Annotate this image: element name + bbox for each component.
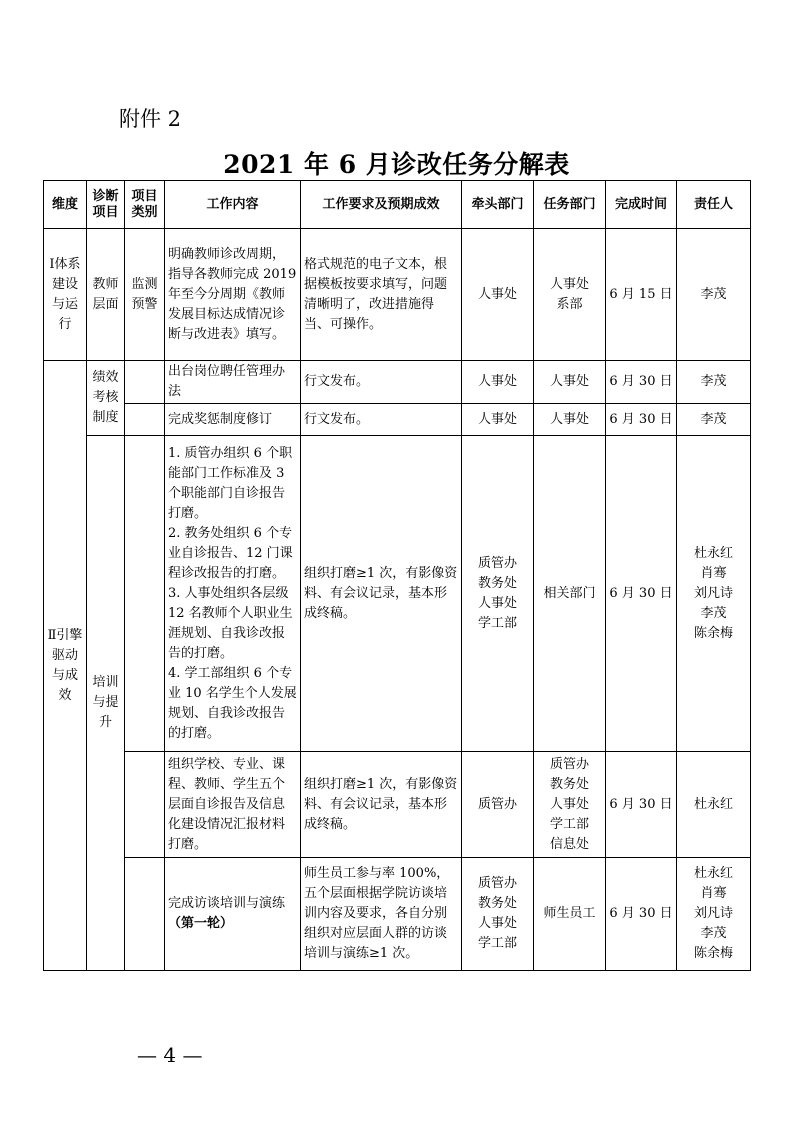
cell-item-type: [125, 858, 165, 971]
page-number: — 4 —: [137, 1043, 203, 1067]
table-row: [44, 436, 751, 752]
cell-work-content: [165, 858, 301, 971]
cell-work-content: 组织学校、专业、课程、教师、学生五个层面自诊报告及信息化建设情况汇报材料打磨。: [165, 752, 301, 858]
cell-diag-item: 教师层面: [87, 229, 125, 361]
cell-task-dept: 相关部门: [534, 436, 606, 752]
cell-lead-dept: 人事处: [462, 361, 534, 404]
table-row: [44, 229, 751, 361]
header-owner: 责任人: [677, 181, 751, 229]
cell-requirements: 组织打磨≥1 次，有影像资料、有会议记录，基本形成终稿。: [301, 436, 462, 752]
attachment-label: 附件 2: [119, 107, 182, 131]
table-row: [44, 404, 751, 436]
cell-item-type: [125, 361, 165, 404]
header-requirements: 工作要求及预期成效: [301, 181, 462, 229]
cell-deadline: 6 月 30 日: [606, 752, 677, 858]
cell-task-dept: 人事处 系部: [534, 229, 606, 361]
header-lead-dept: 牵头部门: [462, 181, 534, 229]
cell-owner: 李茂: [677, 361, 751, 404]
cell-requirements: 师生员工参与率 100%，五个层面根据学院访谈培训内容及要求，各自分别组织对应层面人群的访谈培训与演练≥1 次。: [301, 858, 462, 971]
header-dimension: 维度: [44, 181, 87, 229]
task-breakdown-table: [43, 180, 751, 971]
cell-item-type: [125, 436, 165, 752]
cell-owner: 杜永红 肖骞 刘凡诗 李茂 陈余梅: [677, 436, 751, 752]
cell-deadline: 6 月 30 日: [606, 361, 677, 404]
cell-requirements: 行文发布。: [301, 361, 462, 404]
header-deadline: 完成时间: [606, 181, 677, 229]
cell-dimension: Ⅰ体系建设与运行: [44, 229, 87, 361]
document-title: 2021 年 6 月诊改任务分解表: [223, 150, 570, 179]
table-row: [44, 858, 751, 971]
cell-diag-item: 绩效考核制度: [87, 361, 125, 436]
cell-owner: 杜永红 肖骞 刘凡诗 李茂 陈余梅: [677, 858, 751, 971]
cell-lead-dept: 人事处: [462, 229, 534, 361]
header-work-content: 工作内容: [165, 181, 301, 229]
cell-owner: 杜永红: [677, 752, 751, 858]
work-content-round: （第一轮）: [168, 916, 234, 931]
cell-lead-dept: 质管办 教务处 人事处 学工部: [462, 436, 534, 752]
cell-lead-dept: 质管办: [462, 752, 534, 858]
header-diag-item: 诊断项目: [87, 181, 125, 229]
cell-deadline: 6 月 30 日: [606, 404, 677, 436]
header-item-type: 项目类别: [125, 181, 165, 229]
cell-owner: 李茂: [677, 404, 751, 436]
cell-item-type: 监测预警: [125, 229, 165, 361]
cell-requirements: 组织打磨≥1 次，有影像资料、有会议记录，基本形成终稿。: [301, 752, 462, 858]
cell-requirements: 行文发布。: [301, 404, 462, 436]
cell-dimension: Ⅱ引擎驱动与成效: [44, 361, 87, 971]
cell-deadline: 6 月 30 日: [606, 436, 677, 752]
cell-work-content: 完成奖惩制度修订: [165, 404, 301, 436]
cell-work-content: 1. 质管办组织 6 个职能部门工作标准及 3 个职能部门自诊报告打磨。 2. 教务处组织 6 个专业自诊报告、12 门课程诊改报告的打磨。 3. 人事处组织各层级 12 名教师个人职业生涯规划、自我诊改报告的打磨。 4. 学工部组织 6 个专业 10 名学生个人发展规划、自我诊改报告的打磨。: [165, 436, 301, 752]
cell-deadline: 6 月 15 日: [606, 229, 677, 361]
cell-work-content: 出台岗位聘任管理办法: [165, 361, 301, 404]
table-header-row: [44, 181, 751, 229]
cell-work-content: 明确教师诊改周期，指导各教师完成 2019 年至今分周期《教师发展目标达成情况诊断与改进表》填写。: [165, 229, 301, 361]
cell-task-dept: 师生员工: [534, 858, 606, 971]
cell-requirements: 格式规范的电子文本，根据模板按要求填写，问题清晰明了，改进措施得当、可操作。: [301, 229, 462, 361]
cell-lead-dept: 质管办 教务处 人事处 学工部: [462, 858, 534, 971]
cell-task-dept: 人事处: [534, 361, 606, 404]
cell-item-type: [125, 752, 165, 858]
cell-deadline: 6 月 30 日: [606, 858, 677, 971]
cell-lead-dept: 人事处: [462, 404, 534, 436]
cell-diag-item: 培训与提升: [87, 436, 125, 971]
cell-task-dept: 人事处: [534, 404, 606, 436]
header-task-dept: 任务部门: [534, 181, 606, 229]
table-row: [44, 361, 751, 404]
work-content-text: 完成访谈培训与演练: [168, 896, 286, 911]
cell-task-dept: 质管办 教务处 人事处 学工部 信息处: [534, 752, 606, 858]
table-row: [44, 752, 751, 858]
cell-item-type: [125, 404, 165, 436]
cell-owner: 李茂: [677, 229, 751, 361]
